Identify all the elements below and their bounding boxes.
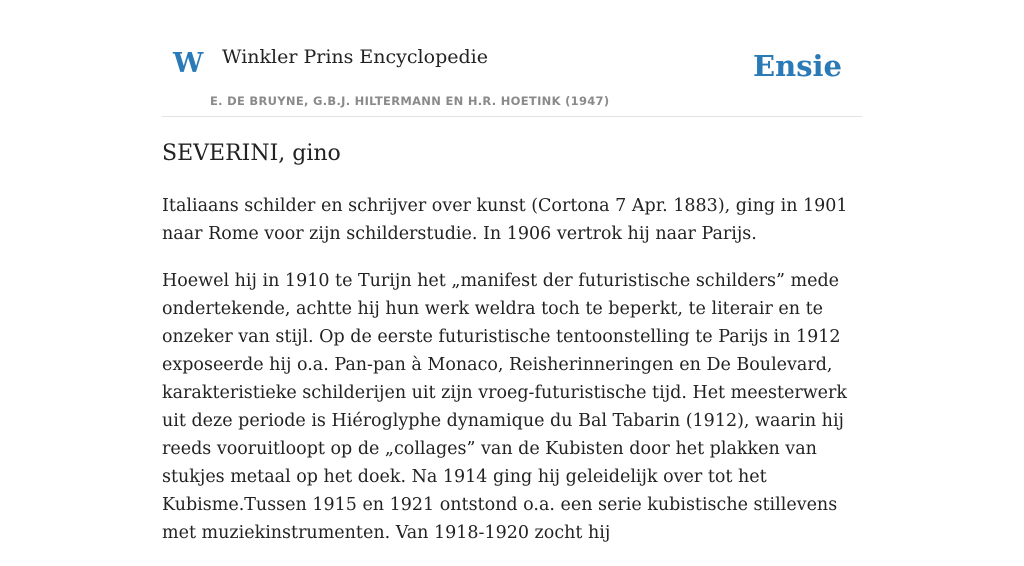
w-logo[interactable]: W — [173, 48, 204, 79]
article-heading: SEVERINI, gino — [162, 141, 341, 166]
article — [162, 138, 862, 566]
site-header — [162, 0, 862, 117]
article-paragraph: Hoewel hij in 1910 te Turijn het „manifest der futuristische schilders” mede ondertekende, achtte hij hun werk weldra toch te beperkt, te literair en te onzeker van stijl. Op de eerste futuristische tentoonstelling te Parijs in 1912 exposeerde hij o.a. Pan-pan à Monaco, Reisherinneringen en De Boulevard, karakteristieke schilderijen uit zijn vroeg-futuristische tijd. Het meesterwerk uit deze periode is Hiéroglyphe dynamique du Bal Tabarin (1912), waarin hij reeds vooruitloopt op de „collages” van de Kubisten door het plakken van stukjes metaal op het doek. Na 1914 ging hij geleidelijk over tot het Kubisme.Tussen 1915 en 1921 ontstond o.a. een serie kubistische stillevens met muziekinstrumenten. Van 1918-1920 zocht hij — [162, 271, 848, 543]
ensie-logo[interactable]: Ensie — [753, 49, 842, 83]
authors-line: E. DE BRUYNE, G.B.J. HILTERMANN EN H.R. HOETINK (1947) — [210, 94, 610, 108]
encyclopedia-title[interactable]: Winkler Prins Encyclopedie — [222, 46, 488, 68]
article-paragraph: Italiaans schilder en schrijver over kunst (Cortona 7 Apr. 1883), ging in 1901 naar Rome voor zijn schilderstudie. In 1906 vertrok hij naar Parijs. — [162, 196, 848, 244]
